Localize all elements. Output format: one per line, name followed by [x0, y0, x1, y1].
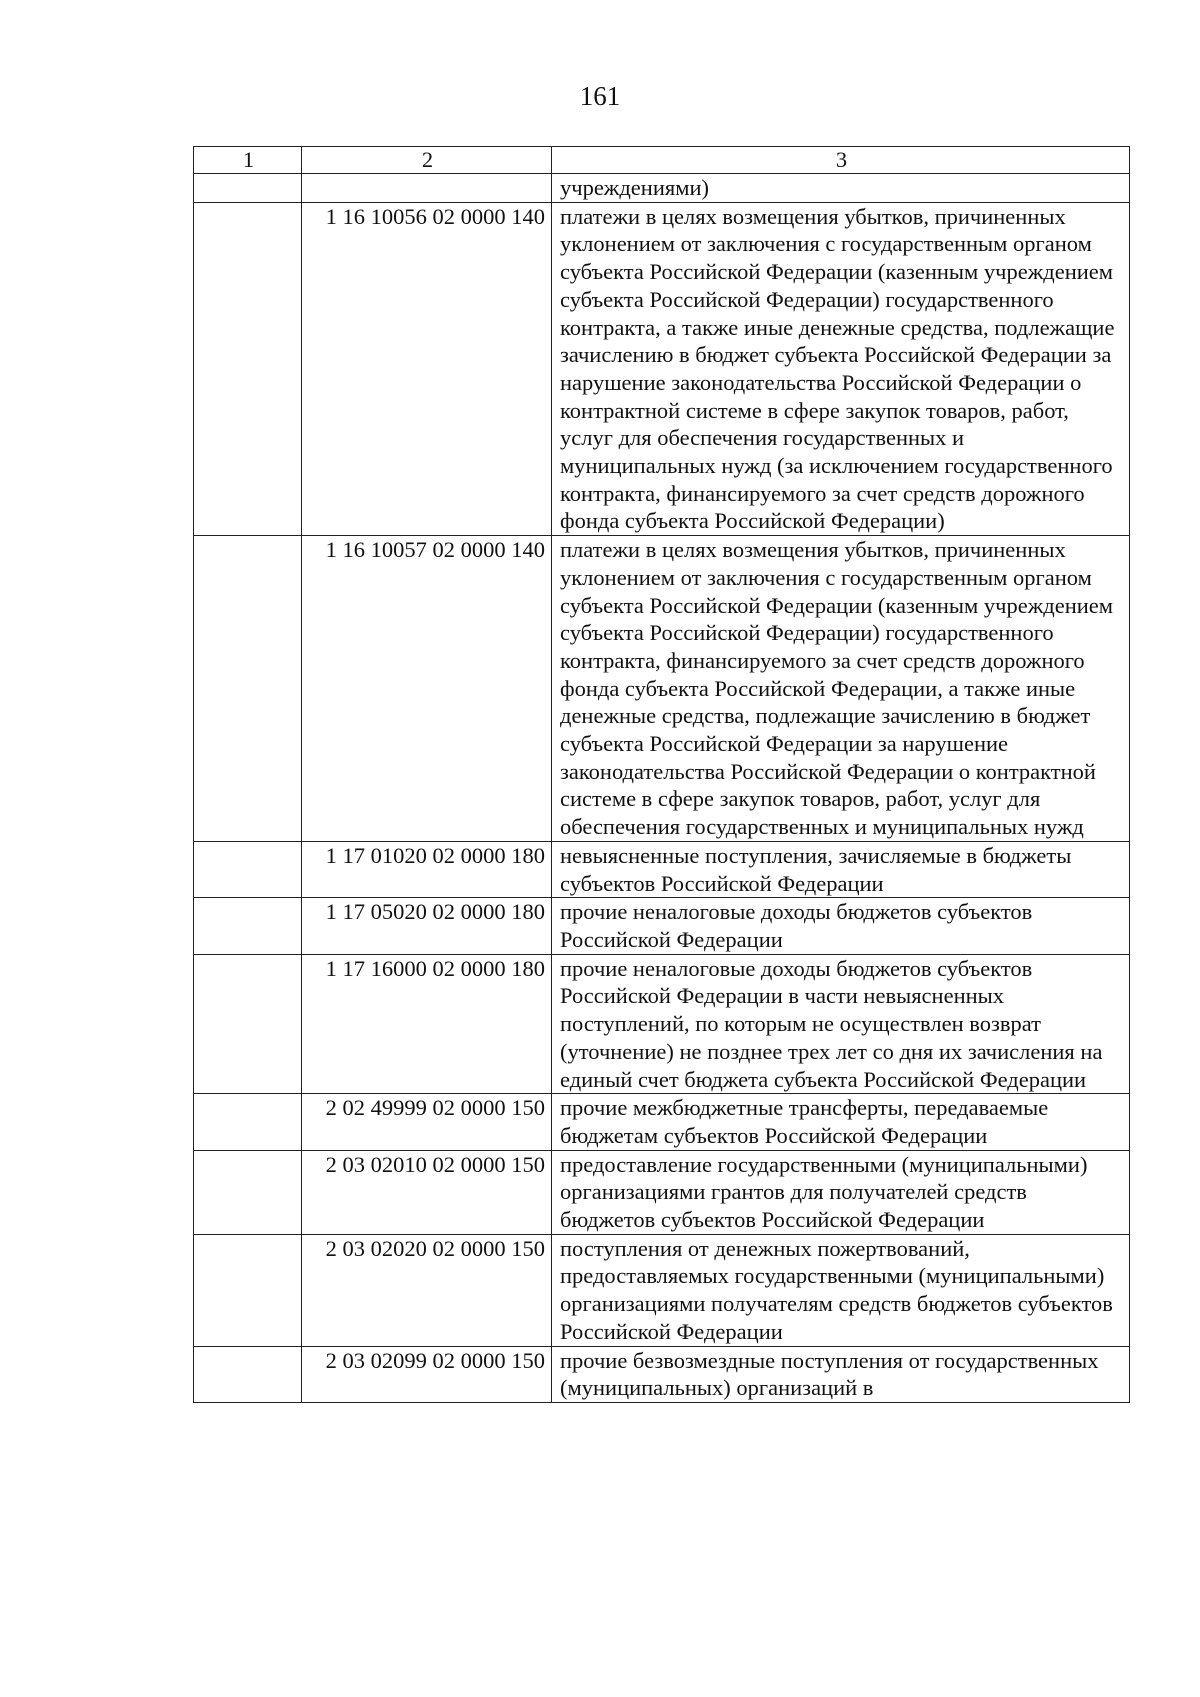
description-cell: прочие неналоговые доходы бюджетов субъектов Российской Федерации: [552, 898, 1130, 954]
description-cell: прочие межбюджетные трансферты, передаваемые бюджетам субъектов Российской Федерации: [552, 1094, 1130, 1150]
description-cell: платежи в целях возмещения убытков, причиненных уклонением от заключения с государственным органом субъекта Российской Федерации (казенным учреждением субъекта Российской Федерации) государственного контракта, а также иные денежные средства, подлежащие зачислению в бюджет субъекта Российской Федерации за нарушение законодательства Российской Федерации о контрактной системе в сфере закупок товаров, работ, услуг для обеспечения государственных и муниципальных нужд (за исключением государственного контракта, финансируемого за счет средств дорожного фонда субъекта Российской Федерации): [552, 202, 1130, 535]
description-cell: прочие безвозмездные поступления от государственных (муниципальных) организаций в: [552, 1346, 1130, 1402]
description-cell: поступления от денежных пожертвований, предоставляемых государственными (муниципальными) организациями получателям средств бюджетов субъектов Российской Федерации: [552, 1234, 1130, 1346]
budget-code-cell: 2 03 02020 02 0000 150: [302, 1234, 552, 1346]
row-number-cell: [194, 898, 302, 954]
row-number-cell: [194, 1150, 302, 1234]
budget-code-cell: 2 03 02099 02 0000 150: [302, 1346, 552, 1402]
column-header-3: 3: [552, 147, 1130, 174]
budget-code-cell: 2 02 49999 02 0000 150: [302, 1094, 552, 1150]
page-number: 161: [579, 81, 621, 111]
row-number-cell: [194, 841, 302, 897]
column-header-1: 1: [194, 147, 302, 174]
description-cell: невыясненные поступления, зачисляемые в бюджеты субъектов Российской Федерации: [552, 841, 1130, 897]
budget-classification-table: [193, 146, 1130, 1403]
description-cell: платежи в целях возмещения убытков, причиненных уклонением от заключения с государственным органом субъекта Российской Федерации (казенным учреждением субъекта Российской Федерации) государственного контракта, финансируемого за счет средств дорожного фонда субъекта Российской Федерации, а также иные денежные средства, подлежащие зачислению в бюджет субъекта Российской Федерации за нарушение законодательства Российской Федерации о контрактной системе в сфере закупок товаров, работ, услуг для обеспечения государственных и муниципальных нужд: [552, 536, 1130, 842]
row-number-cell: [194, 536, 302, 842]
budget-code-cell: [302, 174, 552, 203]
budget-code-cell: 2 03 02010 02 0000 150: [302, 1150, 552, 1234]
table-row: [194, 174, 1130, 203]
row-number-cell: [194, 954, 302, 1094]
table-row: [194, 202, 1130, 535]
table-row: [194, 1346, 1130, 1402]
budget-code-cell: 1 17 16000 02 0000 180: [302, 954, 552, 1094]
table-row: [194, 1234, 1130, 1346]
table-row: [194, 536, 1130, 842]
row-number-cell: [194, 1094, 302, 1150]
budget-code-cell: 1 17 05020 02 0000 180: [302, 898, 552, 954]
table-row: [194, 898, 1130, 954]
row-number-cell: [194, 174, 302, 203]
table-header-row: [194, 147, 1130, 174]
description-cell: прочие неналоговые доходы бюджетов субъектов Российской Федерации в части невыясненных поступлений, по которым не осуществлен возврат (уточнение) не позднее трех лет со дня их зачисления на единый счет бюджета субъекта Российской Федерации: [552, 954, 1130, 1094]
budget-code-cell: 1 16 10057 02 0000 140: [302, 536, 552, 842]
description-cell: предоставление государственными (муниципальными) организациями грантов для получателей средств бюджетов субъектов Российской Федерации: [552, 1150, 1130, 1234]
row-number-cell: [194, 202, 302, 535]
table-row: [194, 954, 1130, 1094]
description-cell: учреждениями): [552, 174, 1130, 203]
table-row: [194, 1150, 1130, 1234]
budget-code-cell: 1 16 10056 02 0000 140: [302, 202, 552, 535]
table-row: [194, 841, 1130, 897]
row-number-cell: [194, 1346, 302, 1402]
budget-code-cell: 1 17 01020 02 0000 180: [302, 841, 552, 897]
column-header-2: 2: [302, 147, 552, 174]
table-row: [194, 1094, 1130, 1150]
row-number-cell: [194, 1234, 302, 1346]
